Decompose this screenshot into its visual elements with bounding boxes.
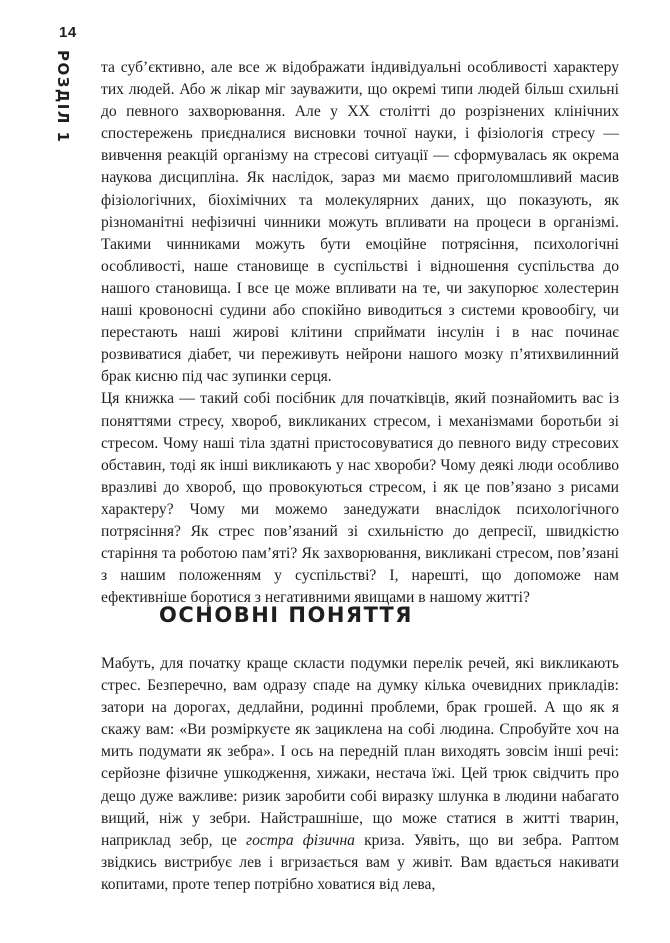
section-paragraph [101,653,619,896]
page-number: 14 [59,24,77,41]
italic-phrase: гостра фізична [245,831,355,849]
section-paragraph-start: Мабуть, для початку краще скласти подумки перелік речей, які викликають стрес. Безперечно, вам одразу спаде на думку кілька очевидних прикладів: затори на дорогах, дедлайни, родинні проблеми, брак грошей. А що як я скажу вам: «Ви розміркуєте як зациклена на собі людина. Спробуйте хоч на мить подумати як зебра». І ось на передній план виходять зовсім інші речі: серйозне фізичне ушкодження, хижаки, нестача їжі. Цей трюк свідчить про дещо дуже важливе: ризик заробити собі виразку шлунка в людини набагато вищий, ніж у зебри. Найстрашніше, що може статися в житті тварин, наприклад зебр, це [101,655,619,849]
intro-paragraph-2: Ця книжка — такий собі посібник для початківців, який познайомить вас із поняттями стресу, хвороб, викликаних стресом, і механізмами боротьби зі стресом. Чому наші тіла здатні пристосовуватися до певного виду стресових обставин, тоді як інші викликають у нас хвороби? Чому деякі люди особливо вразливі до хвороб, що провокуються стресом, і як це пов’язано з рисами характеру? Чому ми можемо занедужати внаслідок психологічного потрясіння? Як стрес пов’язаний зі схильністю до депресії, швидкістю старіння та роботою пам’яті? Як захворювання, викликані стресом, пов’язані з нашим положенням у суспільстві? І, нарешті, що допоможе нам ефективніше боротися з негативними явищами в нашому житті? [101,390,619,607]
section-text [101,653,619,896]
chapter-label: РОЗДІЛ 1 [54,50,72,144]
intro-text [101,57,619,609]
section-paragraph-end: криза. Уявіть, що ви зебра. Раптом звідкись вистрибує лев і вгризається вам у живіт. Вам вдається накивати копитами, проте тепер потрібно ховатися від лева, [101,831,619,893]
section-heading: ОСНОВНІ ПОНЯТТЯ [159,603,413,627]
intro-paragraph-1: та суб’єктивно, але все ж відображати індивідуальні особливості характеру тих людей. Або ж лікар міг зауважити, що окремі типи людей більш схильні до певного захворювання. Але у XX столітті до розрізнених клінічних спостережень приєдналися висновки точної науки, і фізіологія стресу — вивчення реакцій організму на стресові ситуації — сформувалась як окрема наукова дисципліна. Як наслідок, зараз ми маємо приголомшливий масив фізіологічних, біохімічних та молекулярних даних, що показують, як різноманітні нефізичні чинники можуть впливати на процеси в організмі. Такими чинниками можуть бути емоційне потрясіння, психологічні особливості, наше становище в суспільстві і відношення суспільства до нашого становища. І все це може впливати на те, чи закупорює холестерин наші кровоносні судини або спокійно виводиться з системи кровообігу, чи перестають наші жирові клітини сприймати інсулін і в нас починає розвиватися діабет, чи переживуть нейрони нашого мозку п’ятихвилинний брак кисню під час зупинки серця. [101,59,619,386]
